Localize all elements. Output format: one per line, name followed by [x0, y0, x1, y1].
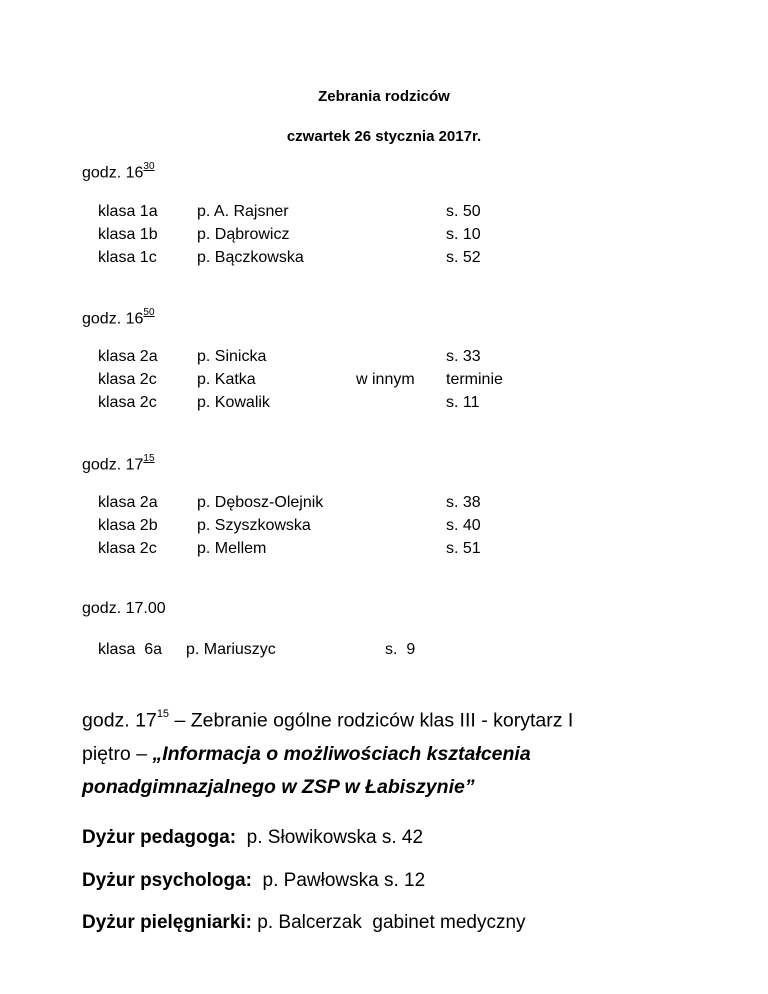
duty-value: p. Balcerzak gabinet medyczny	[252, 912, 526, 933]
room-cell: terminie	[446, 371, 503, 388]
table-row	[98, 246, 157, 269]
general-meeting	[82, 700, 742, 804]
hour-value: 16	[125, 164, 144, 182]
class-cell: klasa 2a	[98, 348, 158, 365]
document-title: Zebrania rodziców	[318, 88, 450, 105]
duty-label: Dyżur pedagoga:	[82, 827, 237, 848]
table-row	[98, 537, 157, 560]
room-cell: s. 52	[446, 249, 481, 266]
general-meeting-line-3: ponadgimnazjalnego w ZSP w Łabiszynie”	[82, 775, 475, 798]
duty-label: Dyżur pielęgniarki:	[82, 912, 252, 933]
hour-prefix: godz.	[82, 310, 126, 328]
duty-nurse	[82, 912, 526, 934]
room-cell: s. 38	[446, 494, 481, 511]
table-row	[98, 345, 158, 368]
class-cell: klasa 1c	[98, 249, 157, 266]
general-meeting-hour: godz. 17	[82, 709, 157, 732]
teacher-cell: p. Katka	[197, 371, 256, 388]
room-cell: s. 11	[446, 394, 480, 411]
hour-minutes: 30	[143, 161, 155, 172]
hour-value: 17	[125, 456, 144, 474]
general-meeting-line-1	[82, 700, 742, 738]
session-hour: godz. 17.00	[82, 600, 166, 617]
duty-value: p. Słowikowska s. 42	[236, 827, 424, 848]
teacher-cell: p. Dębosz-Olejnik	[197, 494, 324, 511]
general-meeting-topic: „Informacja o możliwościach kształcenia	[152, 742, 531, 765]
session-hour	[82, 309, 155, 328]
room-cell: s. 9	[385, 641, 416, 658]
teacher-cell: p. Sinicka	[197, 348, 267, 365]
hour-minutes: 50	[143, 307, 155, 318]
room-cell: s. 40	[446, 517, 481, 534]
table-row	[98, 514, 158, 537]
general-meeting-floor: piętro –	[82, 742, 153, 765]
session-hour	[82, 163, 155, 182]
duty-pedagog	[82, 827, 423, 849]
class-cell: klasa 1a	[98, 203, 158, 220]
table-row	[98, 200, 158, 223]
teacher-cell: p. A. Rajsner	[197, 203, 289, 220]
hour-prefix: godz.	[82, 164, 126, 182]
note-cell: w innym	[356, 371, 415, 388]
table-row	[98, 223, 158, 246]
teacher-cell: p. Bączkowska	[197, 249, 304, 266]
room-cell: s. 50	[446, 203, 481, 220]
general-meeting-minutes: 15	[156, 708, 170, 720]
hour-value: 16	[125, 310, 144, 328]
table-row	[98, 368, 157, 391]
general-meeting-text: – Zebranie ogólne rodziców klas III - korytarz I	[169, 709, 574, 732]
duty-label: Dyżur psychologa:	[82, 870, 252, 891]
class-cell: klasa 2a	[98, 494, 158, 511]
room-cell: s. 51	[446, 540, 481, 557]
class-cell: klasa 2c	[98, 540, 157, 557]
class-cell: klasa 1b	[98, 226, 158, 243]
room-cell: s. 33	[446, 348, 481, 365]
class-cell: klasa 2c	[98, 371, 157, 388]
class-cell: klasa 6a	[98, 641, 163, 658]
hour-prefix: godz.	[82, 456, 126, 474]
duty-psycholog	[82, 870, 425, 892]
session-hour	[82, 455, 155, 474]
teacher-cell: p. Kowalik	[197, 394, 270, 411]
document-date: czwartek 26 stycznia 2017r.	[286, 128, 482, 145]
table-row	[98, 491, 158, 514]
general-meeting-line-2	[82, 738, 742, 771]
duty-value: p. Pawłowska s. 12	[251, 870, 426, 891]
teacher-cell: p. Mellem	[197, 540, 267, 557]
teacher-cell: p. Mariuszyc	[186, 641, 276, 658]
class-cell: klasa 2c	[98, 394, 157, 411]
room-cell: s. 10	[446, 226, 481, 243]
class-cell: klasa 2b	[98, 517, 158, 534]
teacher-cell: p. Szyszkowska	[197, 517, 311, 534]
hour-minutes: 15	[143, 453, 155, 464]
teacher-cell: p. Dąbrowicz	[197, 226, 290, 243]
table-row	[98, 391, 157, 414]
